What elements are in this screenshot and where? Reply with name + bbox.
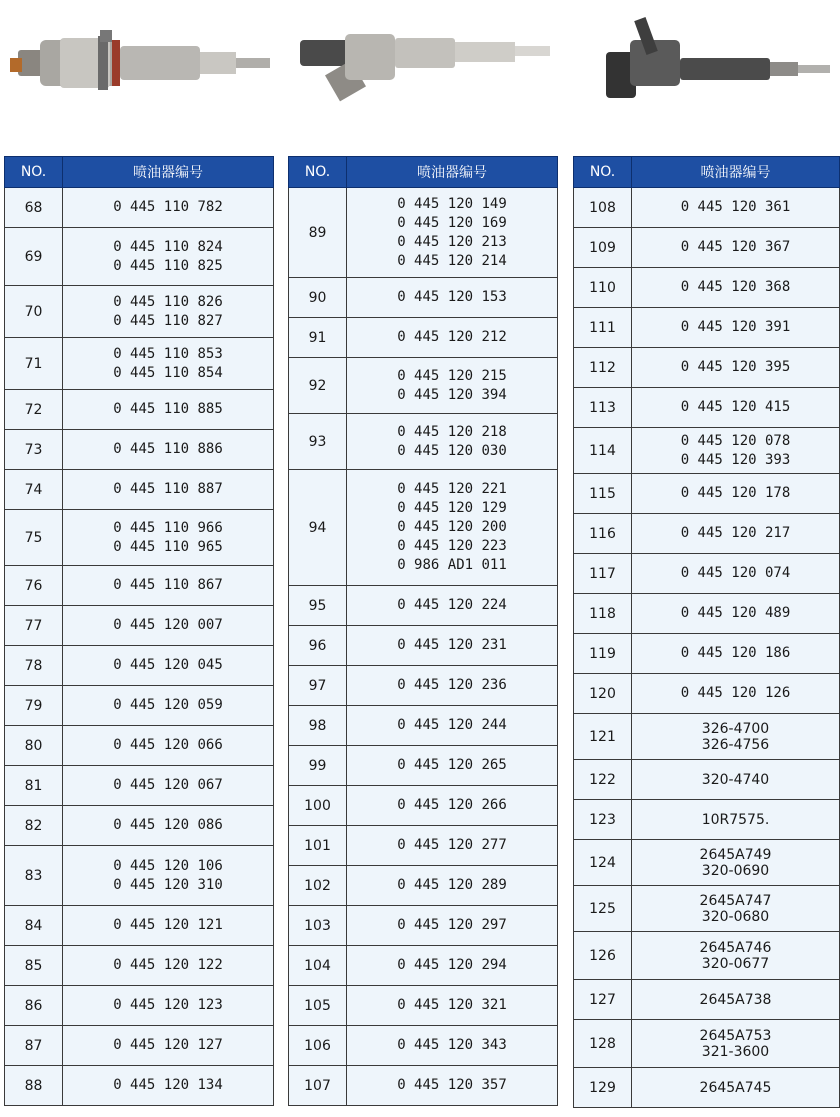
injector-code: 0 445 110 824 xyxy=(113,238,223,255)
row-number: 95 xyxy=(289,586,347,626)
header-code: 喷油器编号 xyxy=(632,157,840,188)
row-number: 69 xyxy=(5,228,63,286)
injector-code: 0 445 120 129 xyxy=(397,500,507,516)
injector-code: 10R7575. xyxy=(701,811,770,828)
table-row xyxy=(5,986,274,1026)
table-row xyxy=(289,470,558,586)
table-row xyxy=(5,766,274,806)
injector-codes xyxy=(632,800,840,840)
injector-codes xyxy=(63,906,274,946)
table-row xyxy=(574,1020,840,1068)
row-number: 87 xyxy=(5,1026,63,1066)
table-row xyxy=(574,980,840,1020)
row-number: 75 xyxy=(5,510,63,566)
injector-codes xyxy=(347,1066,558,1106)
row-number: 128 xyxy=(574,1020,632,1068)
injector-codes xyxy=(632,932,840,980)
table-row xyxy=(574,932,840,980)
table-row xyxy=(574,348,840,388)
injector-code: 0 445 120 393 xyxy=(680,451,791,468)
row-number: 86 xyxy=(5,986,63,1026)
injector-codes xyxy=(63,1066,274,1106)
row-number: 85 xyxy=(5,946,63,986)
table-row xyxy=(5,228,274,286)
table-row xyxy=(574,474,840,514)
table-row xyxy=(5,946,274,986)
injector-codes xyxy=(347,318,558,358)
table-row xyxy=(574,760,840,800)
header-code: 喷油器编号 xyxy=(63,157,274,188)
table-row xyxy=(5,686,274,726)
injector-code: 0 445 120 153 xyxy=(397,289,507,305)
injector-code: 0 445 120 213 xyxy=(397,233,507,250)
injector-codes xyxy=(347,946,558,986)
row-number: 99 xyxy=(289,746,347,786)
row-number: 81 xyxy=(5,766,63,806)
injector-code: 0 445 110 782 xyxy=(113,199,223,215)
table-row xyxy=(574,840,840,886)
injector-codes xyxy=(63,286,274,338)
row-number: 71 xyxy=(5,338,63,390)
row-number: 77 xyxy=(5,606,63,646)
injector-code: 0 445 120 343 xyxy=(397,1037,507,1053)
table-row xyxy=(5,510,274,566)
row-number: 92 xyxy=(289,358,347,414)
injector-code: 0 445 120 059 xyxy=(113,697,223,713)
injector-code: 320-4740 xyxy=(701,771,770,788)
row-number: 112 xyxy=(574,348,632,388)
injector-code: 0 445 120 297 xyxy=(397,917,507,933)
table-row xyxy=(5,846,274,906)
row-number: 127 xyxy=(574,980,632,1020)
injector-code: 0 445 120 221 xyxy=(397,481,507,497)
table-row xyxy=(5,646,274,686)
injector-codes xyxy=(63,228,274,286)
injector-codes xyxy=(63,430,274,470)
injector-codes xyxy=(347,866,558,906)
table-row xyxy=(5,906,274,946)
table-row xyxy=(289,986,558,1026)
row-number: 105 xyxy=(289,986,347,1026)
table-row xyxy=(289,906,558,946)
table-row xyxy=(289,946,558,986)
injector-codes xyxy=(63,686,274,726)
injector-codes xyxy=(347,358,558,414)
injector-codes xyxy=(63,1026,274,1066)
injector-code: 0 445 120 066 xyxy=(113,737,223,753)
injector-code: 0 445 120 294 xyxy=(397,957,507,973)
row-number: 101 xyxy=(289,826,347,866)
row-number: 79 xyxy=(5,686,63,726)
row-number: 117 xyxy=(574,554,632,594)
row-number: 73 xyxy=(5,430,63,470)
injector-codes xyxy=(63,646,274,686)
injector-code: 0 445 120 266 xyxy=(397,797,507,813)
injector-code: 0 445 120 236 xyxy=(397,677,507,693)
injector-code: 0 445 120 214 xyxy=(397,252,507,269)
injector-codes xyxy=(347,786,558,826)
injector-code: 0 445 120 277 xyxy=(397,837,507,853)
injector-codes xyxy=(347,666,558,706)
injector-code: 0 445 120 127 xyxy=(113,1037,223,1053)
table-row xyxy=(289,358,558,414)
table-row xyxy=(5,430,274,470)
injector-code: 0 986 AD1 011 xyxy=(397,557,507,573)
table-row xyxy=(574,554,840,594)
row-number: 109 xyxy=(574,228,632,268)
injector-codes xyxy=(632,388,840,428)
injector-code: 0 445 120 106 xyxy=(113,857,223,874)
table-row xyxy=(5,566,274,606)
table-row xyxy=(574,714,840,760)
table-row xyxy=(5,606,274,646)
injector-code: 0 445 110 886 xyxy=(113,441,223,457)
injector-codes xyxy=(632,428,840,474)
injector-codes xyxy=(63,946,274,986)
injector-codes xyxy=(347,706,558,746)
injector-code: 0 445 110 867 xyxy=(113,577,223,593)
row-number: 120 xyxy=(574,674,632,714)
injector-code: 0 445 120 086 xyxy=(113,817,223,833)
table-row xyxy=(289,626,558,666)
injector-code: 0 445 120 489 xyxy=(680,605,791,621)
injector-codes xyxy=(63,606,274,646)
header-code: 喷油器编号 xyxy=(347,157,558,188)
injector-code: 320-0690 xyxy=(701,862,770,879)
injector-codes xyxy=(347,470,558,586)
table-row xyxy=(5,188,274,228)
injector-code: 0 445 110 965 xyxy=(113,538,223,555)
table-row xyxy=(574,388,840,428)
injector-code: 0 445 120 223 xyxy=(397,538,507,554)
table-row xyxy=(289,188,558,278)
table-row xyxy=(5,470,274,510)
row-number: 90 xyxy=(289,278,347,318)
table-row xyxy=(5,806,274,846)
injector-code: 0 445 110 827 xyxy=(113,312,223,329)
row-number: 124 xyxy=(574,840,632,886)
injector-image-3 xyxy=(606,17,830,98)
row-number: 115 xyxy=(574,474,632,514)
table-row xyxy=(289,666,558,706)
row-number: 88 xyxy=(5,1066,63,1106)
injector-code: 0 445 110 966 xyxy=(113,519,223,536)
row-number: 76 xyxy=(5,566,63,606)
row-number: 103 xyxy=(289,906,347,946)
table-row xyxy=(289,746,558,786)
table-row xyxy=(5,1026,274,1066)
injector-code: 0 445 120 224 xyxy=(397,597,507,613)
injector-code: 0 445 120 367 xyxy=(680,239,791,255)
injector-codes xyxy=(632,188,840,228)
injector-codes xyxy=(347,278,558,318)
table-row xyxy=(574,268,840,308)
row-number: 104 xyxy=(289,946,347,986)
injector-code: 0 445 120 186 xyxy=(680,645,791,661)
row-number: 97 xyxy=(289,666,347,706)
injector-codes xyxy=(63,338,274,390)
injector-codes xyxy=(347,826,558,866)
table-row xyxy=(574,308,840,348)
injector-codes xyxy=(632,228,840,268)
injector-codes xyxy=(347,1026,558,1066)
table-row xyxy=(289,706,558,746)
row-number: 121 xyxy=(574,714,632,760)
injector-table-3 xyxy=(573,156,840,1108)
injector-codes xyxy=(632,474,840,514)
table-row xyxy=(574,514,840,554)
injector-codes xyxy=(632,980,840,1020)
injector-code: 2645A746 xyxy=(699,939,772,956)
injector-codes xyxy=(63,188,274,228)
table-row xyxy=(574,228,840,268)
row-number: 98 xyxy=(289,706,347,746)
injector-code: 0 445 120 415 xyxy=(680,399,791,415)
injector-codes xyxy=(632,554,840,594)
table-row xyxy=(574,674,840,714)
injector-code: 0 445 110 887 xyxy=(113,481,223,497)
injector-code: 320-0677 xyxy=(701,955,770,972)
injector-image-1 xyxy=(10,30,270,90)
table-row xyxy=(289,414,558,470)
injector-codes xyxy=(632,268,840,308)
row-number: 94 xyxy=(289,470,347,586)
injector-code: 0 445 120 244 xyxy=(397,717,507,733)
injector-codes xyxy=(63,726,274,766)
row-number: 118 xyxy=(574,594,632,634)
table-row xyxy=(574,428,840,474)
injector-photos xyxy=(0,0,840,150)
injector-code: 320-0680 xyxy=(701,908,770,925)
injector-code: 0 445 120 045 xyxy=(113,657,223,673)
injector-codes xyxy=(632,514,840,554)
row-number: 72 xyxy=(5,390,63,430)
injector-code: 0 445 120 391 xyxy=(680,319,791,335)
injector-code: 0 445 120 126 xyxy=(680,685,791,701)
injector-code: 0 445 120 134 xyxy=(113,1077,223,1093)
injector-codes xyxy=(632,760,840,800)
row-number: 108 xyxy=(574,188,632,228)
injector-code: 0 445 120 123 xyxy=(113,997,223,1013)
injector-codes xyxy=(632,1020,840,1068)
injector-codes xyxy=(632,348,840,388)
injector-code: 0 445 120 178 xyxy=(680,485,791,501)
injector-code: 0 445 120 231 xyxy=(397,637,507,653)
injector-table-1 xyxy=(4,156,274,1106)
row-number: 126 xyxy=(574,932,632,980)
injector-codes xyxy=(347,626,558,666)
injector-codes xyxy=(63,566,274,606)
table-row xyxy=(574,800,840,840)
injector-code: 0 445 120 149 xyxy=(397,195,507,212)
row-number: 107 xyxy=(289,1066,347,1106)
injector-code: 0 445 120 212 xyxy=(397,329,507,345)
injector-codes xyxy=(347,414,558,470)
injector-code: 0 445 120 395 xyxy=(680,359,791,375)
injector-image-2 xyxy=(300,34,550,101)
row-number: 80 xyxy=(5,726,63,766)
table-row xyxy=(289,786,558,826)
row-number: 116 xyxy=(574,514,632,554)
injector-code: 2645A738 xyxy=(699,991,772,1008)
injector-code: 0 445 120 169 xyxy=(397,214,507,231)
injector-code: 0 445 110 885 xyxy=(113,401,223,417)
injector-code: 0 445 120 078 xyxy=(680,432,791,449)
injector-code: 0 445 120 007 xyxy=(113,617,223,633)
table-row xyxy=(289,278,558,318)
row-number: 114 xyxy=(574,428,632,474)
injector-code: 2645A753 xyxy=(699,1027,772,1044)
injector-code: 0 445 120 310 xyxy=(113,876,223,893)
header-no: NO. xyxy=(289,157,347,188)
table-row xyxy=(289,318,558,358)
table-row xyxy=(5,726,274,766)
injector-code: 0 445 120 121 xyxy=(113,917,223,933)
injector-codes xyxy=(632,714,840,760)
header-no: NO. xyxy=(5,157,63,188)
injector-code: 0 445 120 394 xyxy=(397,386,507,403)
row-number: 91 xyxy=(289,318,347,358)
row-number: 74 xyxy=(5,470,63,510)
table-row xyxy=(289,866,558,906)
injector-codes xyxy=(63,846,274,906)
table-row xyxy=(289,586,558,626)
table-row xyxy=(5,338,274,390)
injector-code: 326-4700 xyxy=(701,720,770,737)
injector-codes xyxy=(347,986,558,1026)
table-row xyxy=(574,634,840,674)
row-number: 113 xyxy=(574,388,632,428)
row-number: 125 xyxy=(574,886,632,932)
injector-codes xyxy=(632,594,840,634)
row-number: 110 xyxy=(574,268,632,308)
injector-code: 0 445 110 825 xyxy=(113,257,223,274)
table-row xyxy=(289,1066,558,1106)
injector-code: 0 445 110 826 xyxy=(113,293,223,310)
table-row xyxy=(289,1026,558,1066)
injector-code: 0 445 120 122 xyxy=(113,957,223,973)
table-row xyxy=(5,286,274,338)
injector-codes xyxy=(63,766,274,806)
table-row xyxy=(574,594,840,634)
injector-codes xyxy=(632,308,840,348)
injector-code: 0 445 120 200 xyxy=(397,519,507,535)
row-number: 93 xyxy=(289,414,347,470)
row-number: 102 xyxy=(289,866,347,906)
injector-codes xyxy=(347,906,558,946)
injector-codes xyxy=(347,586,558,626)
row-number: 111 xyxy=(574,308,632,348)
injector-code: 0 445 120 030 xyxy=(397,442,507,459)
header-no: NO. xyxy=(574,157,632,188)
injector-code: 0 445 120 067 xyxy=(113,777,223,793)
injector-code: 0 445 120 215 xyxy=(397,367,507,384)
injector-code: 0 445 120 218 xyxy=(397,423,507,440)
injector-code: 0 445 120 289 xyxy=(397,877,507,893)
row-number: 83 xyxy=(5,846,63,906)
injector-code: 0 445 110 853 xyxy=(113,345,223,362)
injector-code: 0 445 120 361 xyxy=(680,199,791,215)
table-row xyxy=(289,826,558,866)
table-row xyxy=(5,1066,274,1106)
row-number: 89 xyxy=(289,188,347,278)
row-number: 122 xyxy=(574,760,632,800)
row-number: 100 xyxy=(289,786,347,826)
injector-codes xyxy=(63,806,274,846)
injector-code: 0 445 120 357 xyxy=(397,1077,507,1093)
injector-code: 321-3600 xyxy=(701,1043,770,1060)
injector-codes xyxy=(347,746,558,786)
injector-codes xyxy=(347,188,558,278)
injector-codes xyxy=(632,634,840,674)
injector-code: 2645A749 xyxy=(699,846,772,863)
injector-code: 0 445 120 368 xyxy=(680,279,791,295)
injector-codes xyxy=(63,510,274,566)
table-row xyxy=(574,1068,840,1108)
injector-code: 0 445 120 265 xyxy=(397,757,507,773)
injector-code: 0 445 120 217 xyxy=(680,525,791,541)
injector-codes xyxy=(632,886,840,932)
injector-code: 2645A747 xyxy=(699,892,772,909)
injector-codes xyxy=(632,1068,840,1108)
table-row xyxy=(5,390,274,430)
injector-table-2 xyxy=(288,156,558,1106)
injector-code: 0 445 110 854 xyxy=(113,364,223,381)
row-number: 119 xyxy=(574,634,632,674)
injector-code: 0 445 120 321 xyxy=(397,997,507,1013)
row-number: 68 xyxy=(5,188,63,228)
injector-codes xyxy=(632,840,840,886)
table-row xyxy=(574,886,840,932)
row-number: 78 xyxy=(5,646,63,686)
row-number: 123 xyxy=(574,800,632,840)
injector-codes xyxy=(632,674,840,714)
injector-code: 2645A745 xyxy=(699,1079,772,1096)
row-number: 96 xyxy=(289,626,347,666)
row-number: 70 xyxy=(5,286,63,338)
injector-codes xyxy=(63,470,274,510)
table-row xyxy=(574,188,840,228)
injector-code: 0 445 120 074 xyxy=(680,565,791,581)
row-number: 84 xyxy=(5,906,63,946)
row-number: 129 xyxy=(574,1068,632,1108)
row-number: 106 xyxy=(289,1026,347,1066)
injector-codes xyxy=(63,986,274,1026)
injector-codes xyxy=(63,390,274,430)
row-number: 82 xyxy=(5,806,63,846)
injector-code: 326-4756 xyxy=(701,736,770,753)
